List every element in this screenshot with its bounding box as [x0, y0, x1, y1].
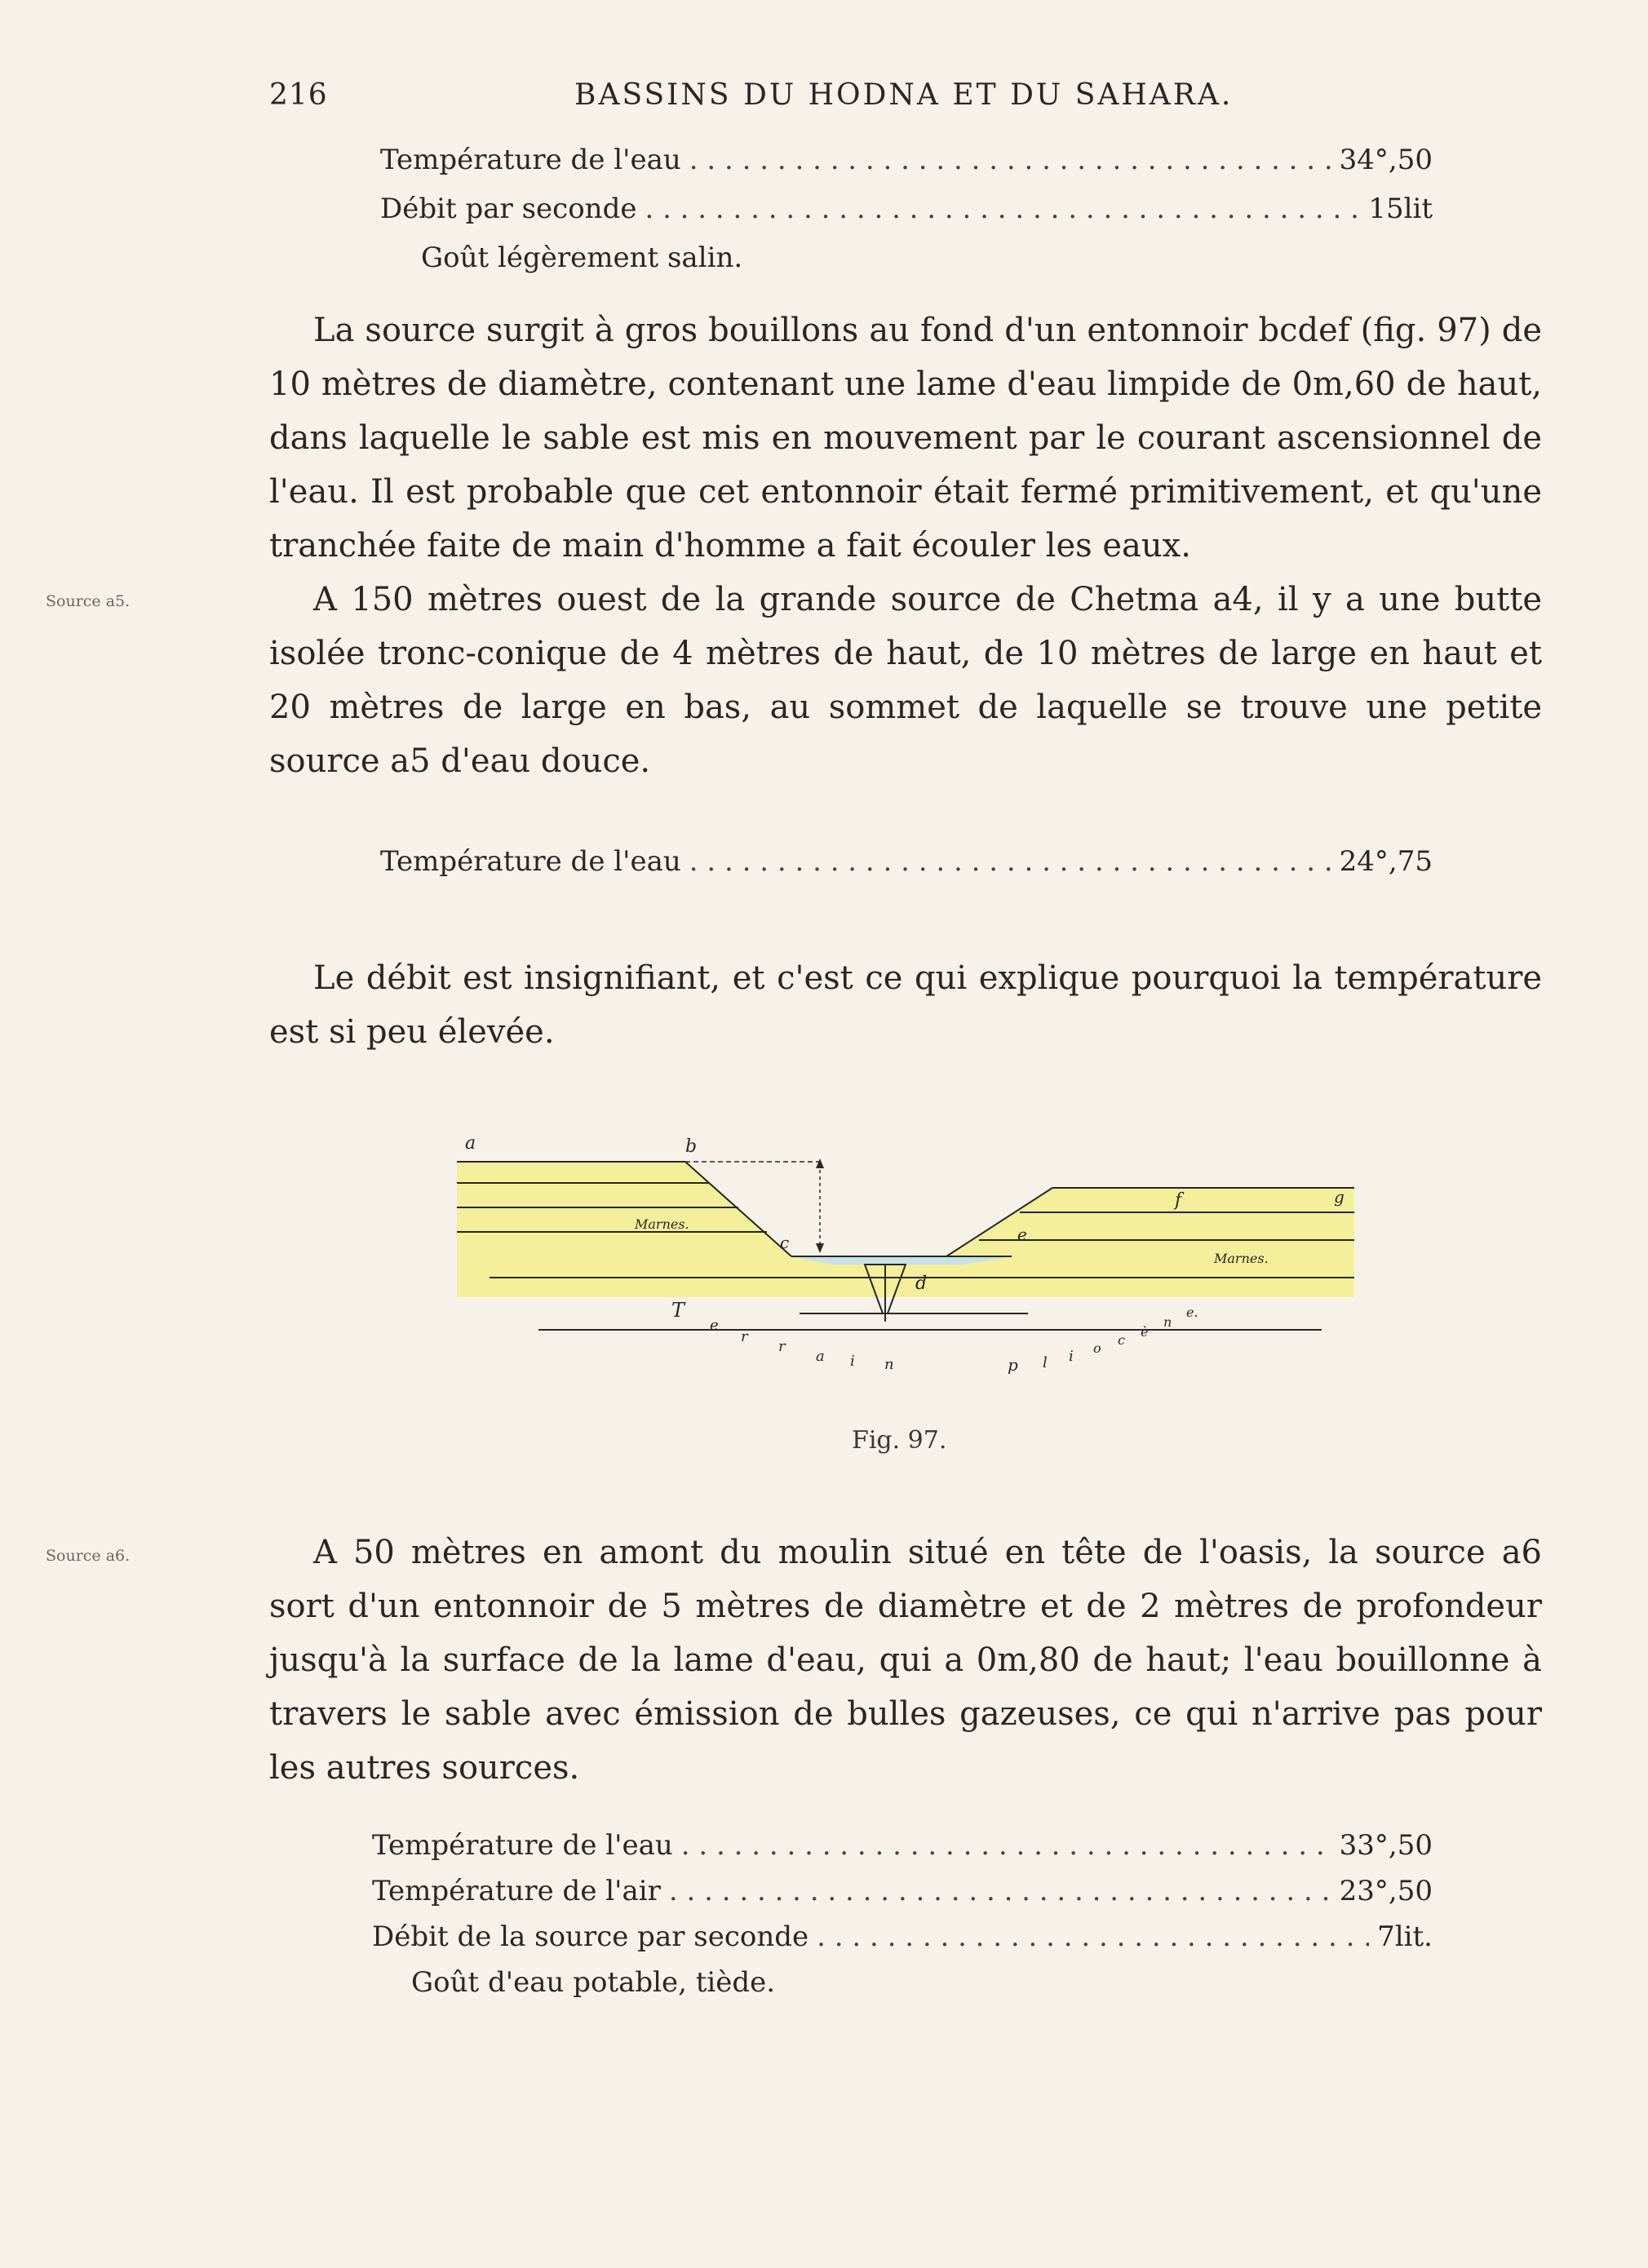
text-line: 10 mètres de diamètre, contenant une lame d'eau limpide de 0m,60 de haut,	[269, 365, 1542, 403]
text-line: A 150 mètres ouest de la grande source de Chetma a4, il y a une butte	[313, 581, 1542, 618]
margin-note: Source a5.	[46, 592, 131, 610]
terrain-letter: T	[671, 1299, 685, 1322]
paragraph	[269, 573, 1542, 788]
terrain-letter: r	[778, 1338, 786, 1355]
text-line: travers le sable avec émission de bulles gazeuses, ce qui n'arrive pas pour	[269, 1695, 1542, 1733]
figure-caption: Fig. 97.	[852, 1426, 947, 1455]
terrain-letter: i	[850, 1353, 855, 1370]
data-row	[380, 144, 1433, 176]
leader-dots	[689, 845, 1331, 878]
text-line: sort d'un entonnoir de 5 mètres de diamètre et de 2 mètres de profondeur	[269, 1588, 1542, 1625]
text-line: tranchée faite de main d'homme a fait écouler les eaux.	[269, 527, 1191, 565]
text-line: l'eau. Il est probable que cet entonnoir était fermé primitivement, et qu'une	[269, 473, 1542, 511]
terrain-letter: n	[1163, 1314, 1172, 1330]
row-value: 23°,50	[1339, 1875, 1433, 1907]
paragraph	[269, 951, 1542, 1059]
row-value: 15lit	[1368, 193, 1433, 225]
terrain-letter: n	[884, 1356, 894, 1373]
margin-note: Source a6.	[46, 1547, 131, 1565]
terrain-letter: e	[710, 1317, 719, 1334]
cross-section-diagram	[441, 1134, 1371, 1387]
terrain-letter: è	[1141, 1324, 1149, 1340]
text-line: isolée tronc-conique de 4 mètres de haut, de 10 mètres de large en haut et	[269, 635, 1542, 672]
row-label: Débit de la source par seconde	[372, 1920, 809, 1953]
text-line: 20 mètres de large en bas, au sommet de laquelle se trouve une petite	[269, 689, 1542, 726]
data-row	[372, 1920, 1433, 1953]
text-line: A 50 mètres en amont du moulin situé en tête de l'oasis, la source a6	[313, 1534, 1542, 1571]
terrain-letter: p	[1008, 1355, 1018, 1375]
label-d: d	[915, 1274, 928, 1294]
data-row	[380, 193, 1433, 225]
terrain-letter: c	[1118, 1332, 1125, 1348]
terrain-letter: a	[816, 1348, 825, 1365]
label-marnes-left: Marnes.	[635, 1216, 689, 1232]
text-line: jusqu'à la surface de la lame d'eau, qui a 0m,80 de haut; l'eau bouillonne à	[269, 1641, 1542, 1679]
data-row	[380, 845, 1433, 878]
terrain-letter: r	[741, 1328, 748, 1345]
data-row	[372, 1875, 1433, 1907]
terrain-letter: l	[1043, 1354, 1048, 1371]
row-value: 24°,75	[1339, 845, 1433, 878]
terrain-letter: i	[1069, 1348, 1074, 1365]
row-value: 7lit.	[1377, 1920, 1433, 1953]
text-line: La source surgit à gros bouillons au fond d'un entonnoir bcdef (fig. 97) de	[313, 312, 1542, 349]
terrain-letter: o	[1093, 1340, 1101, 1356]
row-value: 33°,50	[1339, 1829, 1433, 1862]
paragraph	[269, 1526, 1542, 1795]
leader-dots	[689, 144, 1331, 176]
label-a: a	[465, 1134, 476, 1154]
depth-arrow-bottom	[816, 1243, 824, 1253]
leader-dots	[669, 1875, 1331, 1907]
row-label: Température de l'air	[372, 1875, 661, 1907]
label-terrain-pliocene	[671, 1299, 1198, 1375]
row-label: Température de l'eau	[380, 845, 681, 878]
label-c: c	[780, 1233, 790, 1252]
paragraph	[269, 303, 1542, 573]
text-line: Le débit est insignifiant, et c'est ce qui explique pourquoi la température	[313, 959, 1542, 997]
terrain-letter: e.	[1186, 1305, 1198, 1320]
running-title: BASSINS DU HODNA ET DU SAHARA.	[574, 78, 1234, 112]
label-g: g	[1334, 1187, 1345, 1207]
leader-dots	[817, 1920, 1369, 1953]
label-marnes-right: Marnes.	[1214, 1251, 1269, 1266]
data-row	[372, 1829, 1433, 1862]
taste-note: Goût d'eau potable, tiède.	[411, 1966, 776, 1999]
page-number: 216	[269, 78, 328, 112]
row-label: Température de l'eau	[372, 1829, 673, 1862]
depth-arrow-top	[816, 1158, 824, 1168]
label-b: b	[685, 1136, 698, 1157]
text-line: les autres sources.	[269, 1749, 580, 1787]
text-line: est si peu élevée.	[269, 1013, 555, 1051]
label-f: f	[1175, 1190, 1182, 1211]
text-line: source a5 d'eau douce.	[269, 742, 651, 780]
leader-dots	[645, 193, 1360, 225]
taste-note: Goût légèrement salin.	[421, 241, 743, 274]
row-label: Débit par seconde	[380, 193, 637, 225]
leader-dots	[681, 1829, 1331, 1862]
label-e: e	[1017, 1225, 1027, 1244]
text-line: dans laquelle le sable est mis en mouvement par le courant ascensionnel de	[269, 419, 1542, 457]
row-label: Température de l'eau	[380, 144, 681, 176]
row-value: 34°,50	[1339, 144, 1433, 176]
